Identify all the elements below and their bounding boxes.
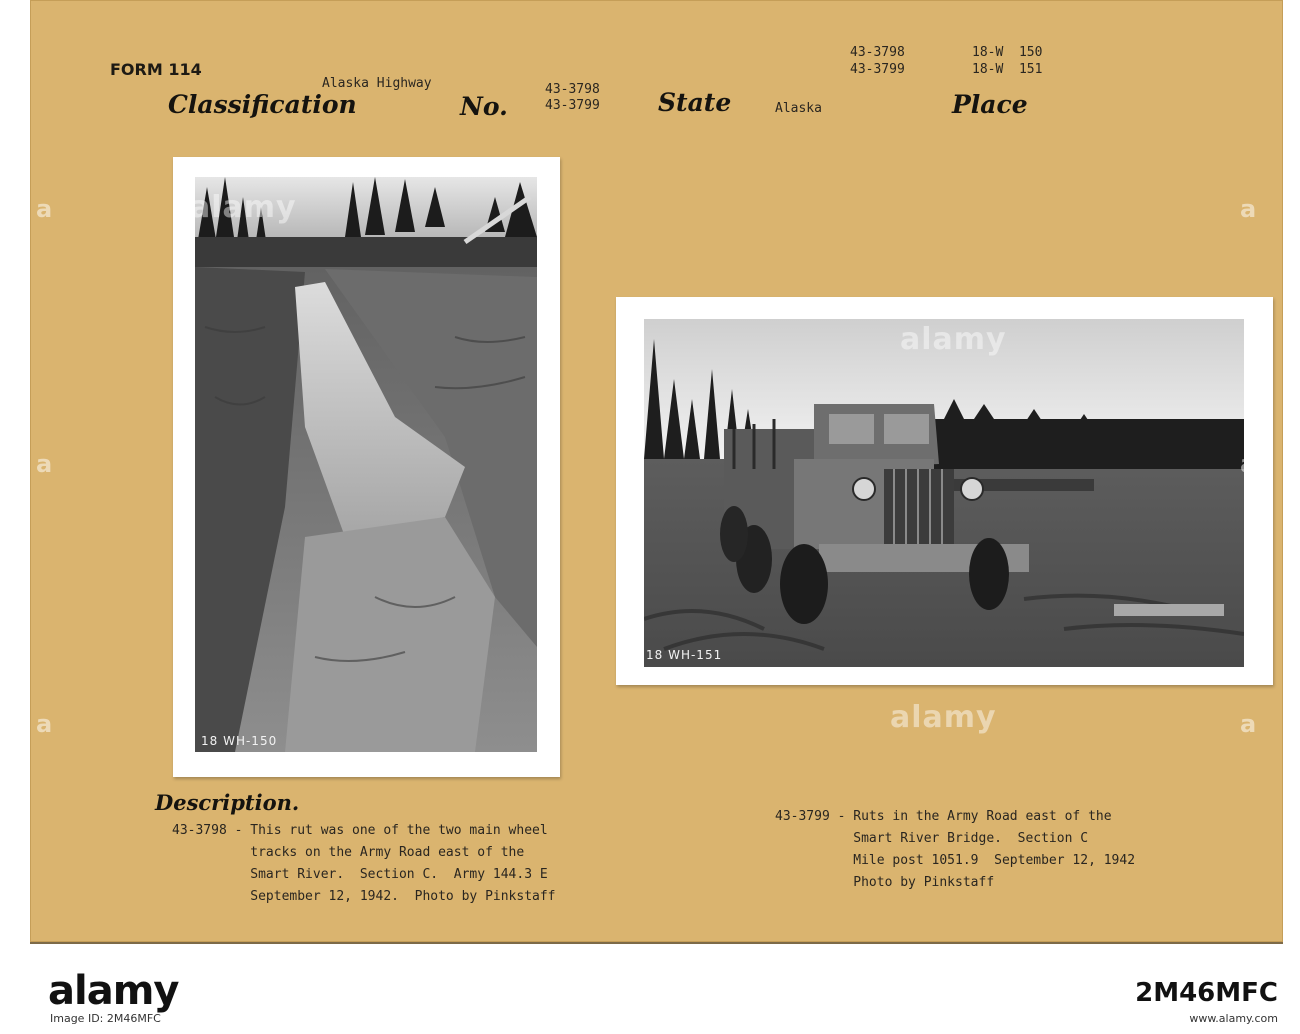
- caption-left: [172, 820, 556, 908]
- watermark-3: alamy: [890, 700, 997, 735]
- caption-right: [775, 806, 1135, 894]
- form-number: FORM 114: [110, 60, 202, 79]
- no-value-2: 43-3799: [545, 98, 600, 113]
- watermark-a-4: a: [1240, 450, 1257, 478]
- rut-photo-graphic: [195, 177, 537, 752]
- image-id-text: Image ID: 2M46MFC: [50, 1012, 161, 1025]
- no-label: No.: [460, 92, 508, 121]
- photo-label-left: 18 WH-150: [201, 734, 278, 748]
- description-label: Description.: [155, 790, 300, 815]
- card-bottom-edge: [30, 942, 1283, 944]
- index-code-1: 18-W 150: [972, 45, 1043, 60]
- photo-mount-left: [173, 157, 560, 777]
- watermark-a-1: a: [36, 195, 53, 223]
- caption-left-line: September 12, 1942. Photo by Pinkstaff: [172, 889, 556, 904]
- caption-left-line: Smart River. Section C. Army 144.3 E: [172, 867, 548, 882]
- place-label: Place: [952, 90, 1028, 119]
- index-code-2: 18-W 151: [972, 62, 1043, 77]
- caption-right-line: Mile post 1051.9 September 12, 1942: [775, 853, 1136, 868]
- photo-truck: [644, 319, 1244, 667]
- watermark-2: alamy: [900, 322, 1007, 357]
- watermark-a-6: a: [1240, 710, 1257, 738]
- site-url[interactable]: www.alamy.com: [1189, 1012, 1278, 1025]
- watermark-a-2: a: [1240, 195, 1257, 223]
- state-label: State: [658, 88, 732, 117]
- photo-rut: [195, 177, 537, 752]
- classification-value: Alaska Highway: [322, 76, 432, 91]
- image-code: 2M46MFC: [1135, 978, 1278, 1008]
- caption-right-line: Photo by Pinkstaff: [775, 875, 995, 890]
- caption-left-line: 43-3798 - This rut was one of the two main wheel: [172, 823, 548, 838]
- photo-label-right: 18 WH-151: [646, 648, 723, 662]
- index-no-2: 43-3799: [850, 62, 905, 77]
- classification-label: Classification: [168, 90, 357, 119]
- alamy-logo[interactable]: alamy: [48, 968, 179, 1014]
- caption-right-line: 43-3799 - Ruts in the Army Road east of the: [775, 809, 1112, 824]
- state-value: Alaska: [775, 101, 822, 116]
- caption-right-line: Smart River Bridge. Section C: [775, 831, 1089, 846]
- no-value-1: 43-3798: [545, 82, 600, 97]
- watermark-a-5: a: [36, 710, 53, 738]
- index-no-1: 43-3798: [850, 45, 905, 60]
- watermark-a-3: a: [36, 450, 53, 478]
- footer-bar: [0, 945, 1300, 1034]
- truck-photo-graphic: [644, 319, 1244, 667]
- watermark-1: alamy: [190, 190, 297, 225]
- caption-left-line: tracks on the Army Road east of the: [172, 845, 525, 860]
